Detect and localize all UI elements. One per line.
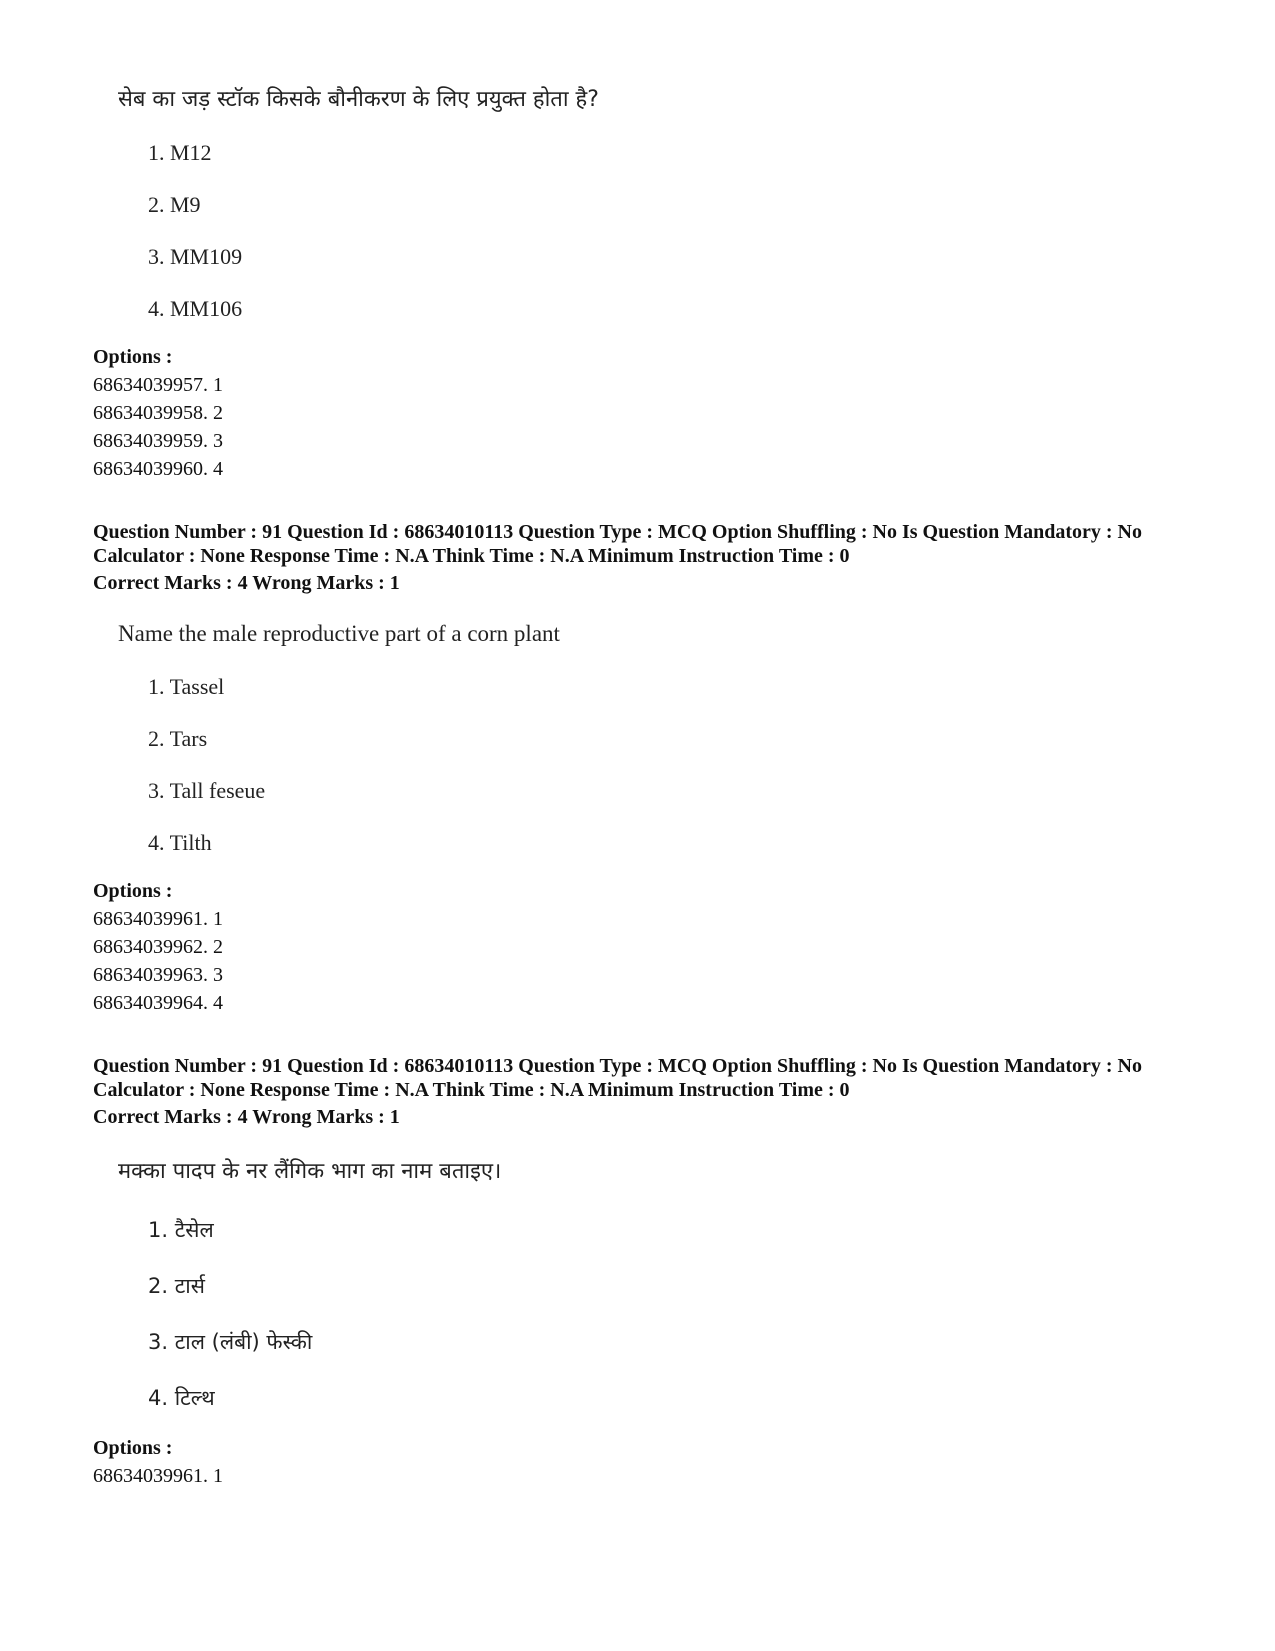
question-text: मक्का पादप के नर लैंगिक भाग का नाम बताइए। <box>118 1159 502 1184</box>
option-id-line: 68634039961. 1 <box>93 1465 223 1487</box>
marks-line: Correct Marks : 4 Wrong Marks : 1 <box>93 572 400 594</box>
marks-line: Correct Marks : 4 Wrong Marks : 1 <box>93 1106 400 1128</box>
options-label: Options : <box>93 880 173 902</box>
option-id-line: 68634039962. 2 <box>93 936 223 958</box>
question-text: Name the male reproductive part of a corn plant <box>118 621 560 646</box>
option-id-line: 68634039961. 1 <box>93 908 223 930</box>
choice-2: 2. Tars <box>148 726 208 751</box>
choice-4: 4. MM106 <box>148 296 243 321</box>
choice-1: 1. M12 <box>148 140 212 165</box>
choice-3: 3. टाल (लंबी) फेस्की <box>148 1330 313 1354</box>
option-id-line: 68634039957. 1 <box>93 374 223 396</box>
choice-1: 1. टैसेल <box>148 1218 214 1242</box>
option-id-line: 68634039958. 2 <box>93 402 223 424</box>
choice-3: 3. MM109 <box>148 244 243 269</box>
option-id-line: 68634039960. 4 <box>93 458 223 480</box>
question-meta: Question Number : 91 Question Id : 68634010113 Question Type : MCQ Option Shuffling : No Is Question Mandatory : No Calculator : None Response Time : N.A Think Time : N.A Minimum Instruction Time : 0 <box>93 521 1142 567</box>
question-text: सेब का जड़ स्टॉक किसके बौनीकरण के लिए प्रयुक्त होता है? <box>118 87 599 112</box>
option-id-line: 68634039964. 4 <box>93 992 223 1014</box>
choice-2: 2. टार्स <box>148 1274 205 1298</box>
choice-2: 2. M9 <box>148 192 201 217</box>
options-label: Options : <box>93 346 173 368</box>
question-meta: Question Number : 91 Question Id : 68634010113 Question Type : MCQ Option Shuffling : No Is Question Mandatory : No Calculator : None Response Time : N.A Think Time : N.A Minimum Instruction Time : 0 <box>93 1055 1142 1101</box>
choice-3: 3. Tall feseue <box>148 778 266 803</box>
option-id-line: 68634039963. 3 <box>93 964 223 986</box>
choice-4: 4. टिल्थ <box>148 1386 215 1410</box>
option-id-line: 68634039959. 3 <box>93 430 223 452</box>
choice-4: 4. Tilth <box>148 830 212 855</box>
choice-1: 1. Tassel <box>148 674 225 699</box>
options-label: Options : <box>93 1437 173 1459</box>
